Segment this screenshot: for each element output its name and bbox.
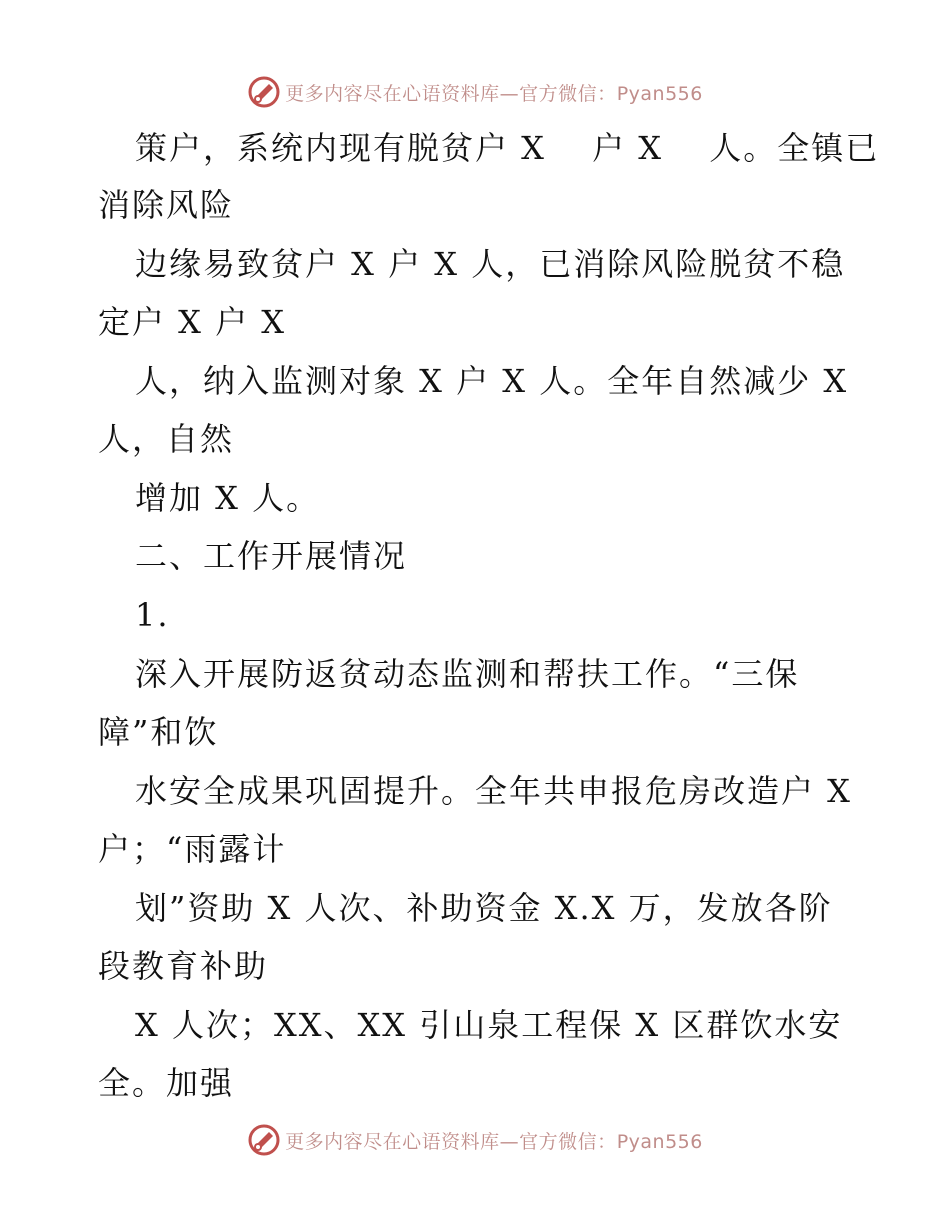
text-line: 水安全成果巩固提升。全年共申报危房改造户 X [135, 772, 852, 810]
text-line: X 人次；XX、XX 引山泉工程保 X 区群饮水安 [135, 1006, 843, 1044]
footer-watermark [0, 1120, 950, 1160]
text-line: 深入开展防返贫动态监测和帮扶工作。“三保 [135, 655, 800, 693]
text-line: 边缘易致贫户 X 户 X 人，已消除风险脱贫不稳 [135, 245, 846, 283]
text-line: 策户，系统内现有脱贫户 X 户 X 人。全镇已 [135, 129, 880, 167]
text-line: 增加 X 人。 [135, 479, 321, 517]
text-line: 消除风险 [98, 186, 235, 224]
text-line: 户；“雨露计 [98, 830, 287, 868]
text-line: 段教育补助 [98, 947, 269, 985]
watermark-logo-icon [247, 1123, 281, 1157]
list-number: 1. [135, 596, 170, 634]
text-line: 障”和饮 [98, 713, 219, 751]
watermark-text: 更多内容尽在心语资料库—官方微信：Pyan556 [285, 1130, 703, 1153]
text-line: 定户 X 户 X [98, 303, 287, 341]
section-heading: 二、工作开展情况 [135, 537, 408, 575]
text-line: 人，自然 [98, 420, 235, 458]
text-line: 划”资助 X 人次、补助资金 X.X 万，发放各阶 [135, 889, 833, 927]
text-line: 全。加强 [98, 1064, 235, 1102]
text-line: 人，纳入监测对象 X 户 X 人。全年自然减少 X [135, 362, 849, 400]
watermark-text: 更多内容尽在心语资料库—官方微信：Pyan556 [285, 82, 703, 105]
